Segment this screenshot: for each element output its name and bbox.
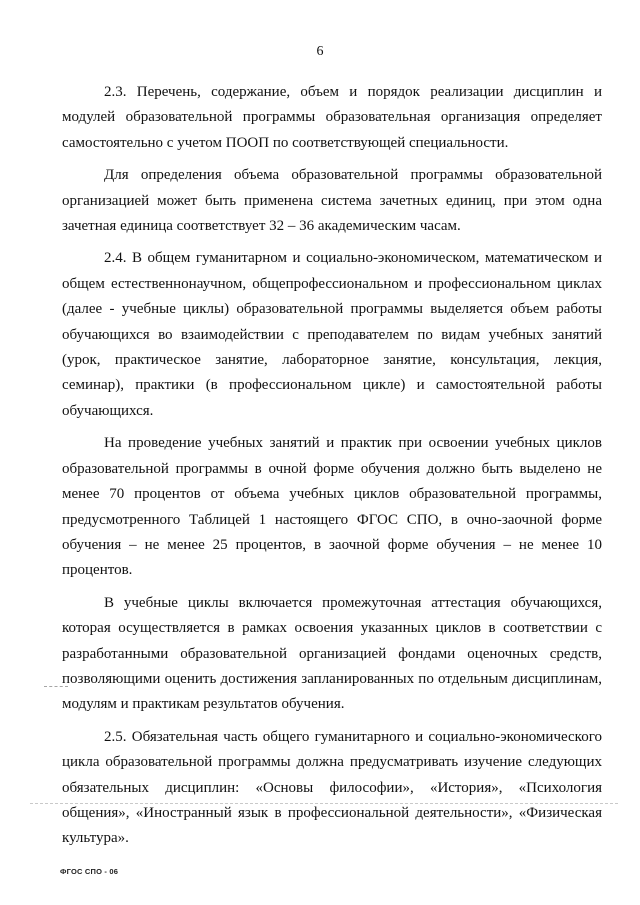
paragraph-interim-attestation: В учебные циклы включается промежуточная аттестация обучающихся, которая осуществляется в рамках освоения указанных циклов в соответствии с разработанными образовательной организацией фондами оценочных средств, позволяющими оценить достижения запланированных по отдельным дисциплинам, модулям и практикам результатов обучения. [62, 594, 602, 713]
paragraph-classroom-volume: На проведение учебных занятий и практик при освоении учебных циклов образовательной программы в очной форме обучения должно быть выделено не менее 70 процентов от объема учебных циклов образовательной программы, предусмотренного Таблицей 1 настоящего ФГОС СПО, в очно-заочной форме обучения – не менее 25 процентов, в заочной форме обучения – не менее 10 процентов. [62, 435, 602, 579]
page-number: 6 [316, 44, 324, 59]
document-body [62, 80, 602, 859]
paragraph-credit-units: Для определения объема образовательной программы образовательной организацией может быть применена система зачетных единиц, при этом одна зачетная единица соответствует 32 – 36 академическим часам. [62, 167, 602, 235]
scan-artifact-line [30, 803, 618, 804]
footer-label: ФГОС СПО - 06 [60, 867, 119, 876]
paragraph-2-5: 2.5. Обязательная часть общего гуманитарного и социально-экономического цикла образовательной программы должна предусматривать изучение следующих обязательных дисциплин: «Основы философии», «История», «Психология общения», «Иностранный язык в профессиональной деятельности», «Физическая культура». [62, 728, 602, 847]
paragraph-2-4: 2.4. В общем гуманитарном и социально-экономическом, математическом и общем естественнонаучном, общепрофессиональном и профессиональном циклах (далее - учебные циклы) образовательной программы выделяется объем работы обучающихся во взаимодействии с преподавателем по видам учебных занятий (урок, практическое занятие, лабораторное занятие, консультация, лекция, семинар), практики (в профессиональном цикле) и самостоятельной работы обучающихся. [62, 250, 602, 419]
paragraph-2-3: 2.3. Перечень, содержание, объем и порядок реализации дисциплин и модулей образовательной программы образовательная организация определяет самостоятельно с учетом ПООП по соответствующей специальности. [62, 84, 602, 151]
scan-artifact-dash [44, 686, 68, 687]
